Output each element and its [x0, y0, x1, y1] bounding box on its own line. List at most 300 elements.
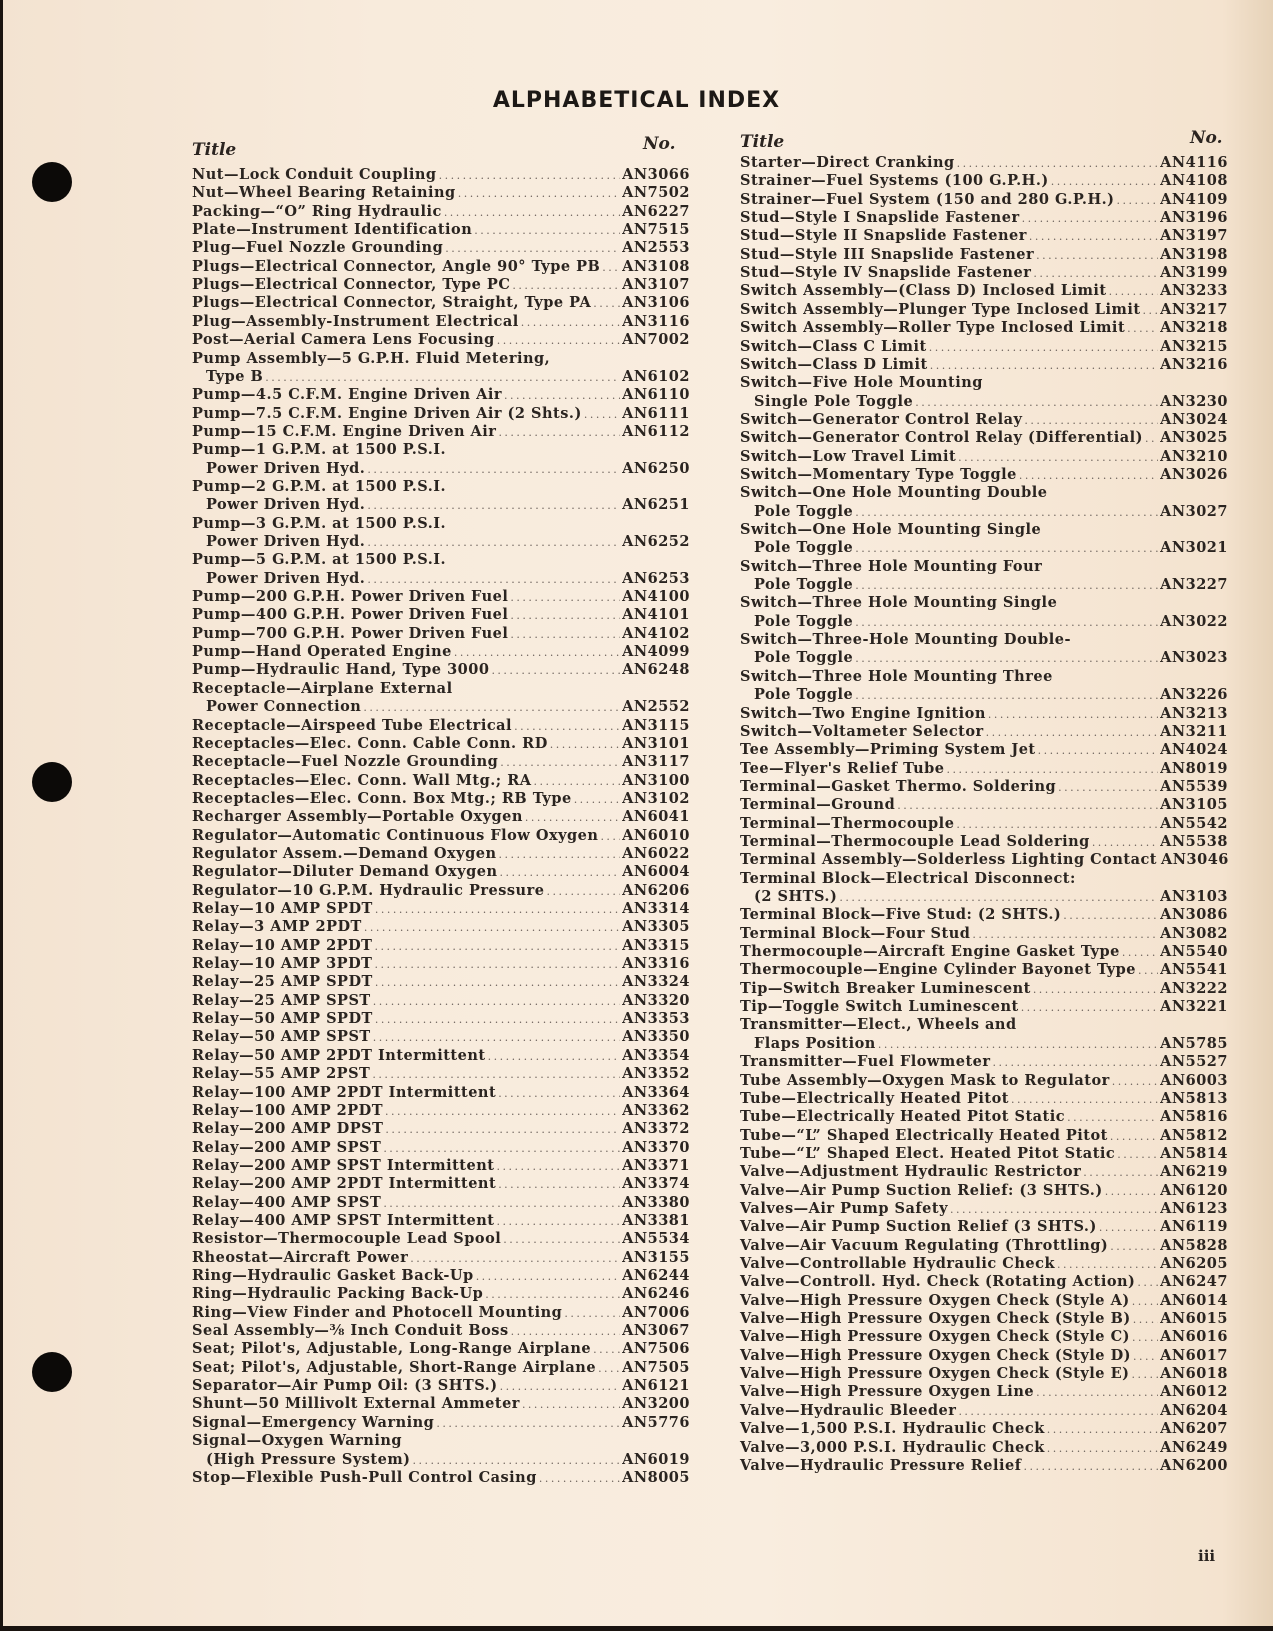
dot-leader: [367, 497, 620, 515]
entry-title: Relay—50 AMP SPDT: [192, 1010, 373, 1028]
index-entry: [192, 625, 690, 643]
entry-number: AN6204: [1160, 1401, 1228, 1419]
entry-title: Relay—10 AMP 3PDT: [192, 955, 373, 973]
entry-title: Separator—Air Pump Oil: (3 SHTS.): [192, 1377, 498, 1395]
entry-number: AN3217: [1160, 300, 1228, 318]
entry-title: Terminal—Ground: [740, 796, 896, 814]
entry-title: Strainer—Fuel System (150 and 280 G.P.H.): [740, 190, 1115, 208]
entry-title: Plug—Assembly-Instrument Electrical: [192, 312, 519, 330]
dot-leader: [525, 809, 620, 827]
entry-title: Relay—25 AMP SPST: [192, 991, 371, 1009]
dot-leader: [1143, 302, 1159, 320]
dot-leader: [598, 1360, 620, 1378]
index-entry: [740, 1439, 1228, 1457]
index-entry: [192, 661, 690, 679]
index-entry: [740, 466, 1228, 484]
entry-number: AN5541: [1160, 961, 1228, 979]
entry-title: Switch Assembly—Plunger Type Inclosed Limit: [740, 300, 1141, 318]
index-entry: [192, 294, 690, 312]
right-column-header-no: No.: [1190, 128, 1223, 148]
index-entry-title-line: [192, 441, 446, 459]
entry-number: AN3116: [622, 312, 690, 330]
entry-number: AN3066: [622, 166, 690, 183]
entry-title: Valve—High Pressure Oxygen Check (Style E): [740, 1365, 1130, 1383]
dot-leader: [1099, 1219, 1158, 1237]
index-entry: [740, 246, 1228, 264]
entry-number: AN2552: [622, 698, 690, 716]
index-entry: [192, 918, 690, 936]
entry-title-continuation: Pole Toggle: [754, 612, 854, 630]
index-entry-title-line: [192, 551, 446, 569]
entry-title: Tube—“L” Shaped Electrically Heated Pitot: [740, 1126, 1108, 1144]
index-entry: [740, 1072, 1228, 1090]
index-entry: [740, 1310, 1228, 1328]
entry-title: Thermocouple—Aircraft Engine Gasket Type: [740, 943, 1120, 961]
punch-hole-icon: [32, 762, 72, 802]
dot-leader: [539, 1470, 620, 1488]
dot-leader: [485, 1286, 620, 1304]
entry-title: Valve—Adjustment Hydraulic Restrictor: [740, 1163, 1082, 1181]
index-entry: [192, 808, 690, 826]
index-entry: [740, 1273, 1228, 1291]
entry-number: AN6249: [1160, 1438, 1228, 1456]
entry-number: AN3105: [1160, 796, 1228, 814]
index-entry: [740, 961, 1228, 979]
entry-title: Starter—Direct Cranking: [740, 154, 955, 171]
entry-title: Ring—Hydraulic Packing Back-Up: [192, 1285, 484, 1303]
dot-leader: [855, 687, 1158, 705]
index-entry: [192, 1285, 690, 1303]
dot-leader: [500, 754, 620, 772]
entry-number: AN6123: [1160, 1199, 1228, 1217]
index-entry: [192, 1451, 690, 1469]
entry-number: AN4101: [622, 606, 690, 624]
entry-title: Pump—4.5 C.F.M. Engine Driven Air: [192, 386, 502, 404]
dot-leader: [498, 1085, 620, 1103]
entry-title-continuation: Single Pole Toggle: [754, 392, 914, 410]
entry-title: Valve—Air Pump Suction Relief (3 SHTS.): [740, 1218, 1097, 1236]
entry-number: AN5812: [1160, 1126, 1228, 1144]
entry-title: Receptacles—Elec. Conn. Cable Conn. RD: [192, 734, 548, 752]
entry-number: AN3305: [622, 918, 690, 936]
index-entry: [740, 209, 1228, 227]
entry-number: AN3216: [1160, 355, 1228, 373]
page-title: ALPHABETICAL INDEX: [492, 88, 781, 113]
dot-leader: [546, 883, 620, 901]
entry-number: AN6200: [1160, 1456, 1228, 1474]
entry-title: Switch—Three Hole Mounting Three: [740, 667, 1053, 685]
entry-number: AN6250: [622, 459, 690, 477]
index-entry: [740, 796, 1228, 814]
entry-title: Switch—Class D Limit: [740, 355, 928, 373]
entry-number: AN6121: [622, 1377, 690, 1395]
dot-leader: [510, 589, 620, 607]
index-entry: [740, 851, 1228, 869]
index-entry: [192, 772, 690, 790]
entry-number: AN6248: [622, 661, 690, 679]
entry-title: Relay—400 AMP SPST: [192, 1193, 382, 1211]
index-entry: [192, 882, 690, 900]
index-entry: [740, 503, 1228, 521]
index-entry: [740, 1053, 1228, 1071]
entry-number: AN3215: [1160, 337, 1228, 355]
entry-number: AN4102: [622, 624, 690, 642]
index-entry: [740, 815, 1228, 833]
entry-number: AN5814: [1160, 1144, 1228, 1162]
entry-title: Valve—Air Pump Suction Relief: (3 SHTS.): [740, 1181, 1103, 1199]
entry-number: AN5527: [1160, 1053, 1228, 1071]
entry-number: AN3108: [622, 257, 690, 275]
dot-leader: [500, 1378, 621, 1396]
index-entry: [740, 1035, 1228, 1053]
entry-title: Relay—10 AMP 2PDT: [192, 936, 373, 954]
index-entry: [740, 833, 1228, 851]
right-column-header-title: Title: [740, 132, 785, 152]
dot-leader: [956, 816, 1158, 834]
index-entry: [740, 1328, 1228, 1346]
entry-number: AN6010: [622, 826, 690, 844]
dot-leader: [367, 571, 620, 589]
entry-title: Relay—55 AMP 2PST: [192, 1065, 371, 1083]
index-entry: [192, 1120, 690, 1138]
dot-leader: [897, 797, 1158, 815]
index-entry-title-line: [192, 680, 453, 698]
entry-number: AN3222: [1160, 979, 1228, 997]
entry-number: AN3210: [1160, 447, 1228, 465]
entry-number: AN3197: [1160, 227, 1228, 245]
entry-title: Tee—Flyer's Relief Tube: [740, 759, 945, 777]
index-entry: [740, 356, 1228, 374]
index-entry: [192, 1175, 690, 1193]
entry-number: AN5813: [1160, 1089, 1228, 1107]
entry-number: AN5776: [622, 1413, 690, 1431]
dot-leader: [1019, 467, 1158, 485]
entry-number: AN5534: [622, 1230, 690, 1248]
index-entry: [740, 227, 1228, 245]
left-column-header-title: Title: [192, 140, 237, 160]
dot-leader: [1133, 1348, 1158, 1366]
index-entry: [740, 1200, 1228, 1218]
entry-number: AN6252: [622, 533, 690, 550]
entry-number: AN3226: [1160, 686, 1228, 704]
dot-leader: [1038, 742, 1158, 760]
dot-leader: [410, 1250, 620, 1268]
entry-title: Valve—High Pressure Oxygen Check (Style C): [740, 1328, 1130, 1346]
entry-number: AN7502: [622, 184, 690, 202]
entry-number: AN3200: [622, 1395, 690, 1413]
dot-leader: [454, 644, 620, 662]
entry-number: AN3198: [1160, 245, 1228, 263]
dot-leader: [855, 614, 1158, 632]
index-entry: [192, 405, 690, 423]
entry-number: AN6219: [1160, 1163, 1228, 1181]
entry-number: AN3100: [622, 771, 690, 789]
entry-number: AN3230: [1160, 392, 1228, 410]
index-entry: [192, 386, 690, 404]
entry-title: Plug—Fuel Nozzle Grounding: [192, 239, 444, 257]
entry-number: AN3315: [622, 936, 690, 954]
entry-number: AN6119: [1160, 1218, 1228, 1236]
dot-leader: [1138, 962, 1158, 980]
index-entry: [740, 1108, 1228, 1126]
index-entry: [740, 760, 1228, 778]
index-entry: [740, 906, 1228, 924]
dot-leader: [504, 387, 620, 405]
dot-leader: [574, 791, 620, 809]
dot-leader: [1110, 1238, 1158, 1256]
dot-leader: [367, 461, 620, 479]
index-entry: [192, 827, 690, 845]
entry-title-continuation: Power Driven Hyd.: [206, 533, 366, 550]
entry-title: Ring—View Finder and Photocell Mounting: [192, 1303, 563, 1321]
index-entry: [740, 1457, 1228, 1475]
dot-leader: [1024, 412, 1158, 430]
dot-leader: [855, 540, 1158, 558]
page-number: iii: [1198, 1547, 1216, 1565]
dot-leader: [929, 339, 1158, 357]
index-entry: [192, 992, 690, 1010]
dot-leader: [1051, 173, 1158, 191]
dot-leader: [383, 1140, 620, 1158]
dot-leader: [915, 394, 1158, 412]
dot-leader: [497, 332, 620, 350]
entry-title: Plugs—Electrical Connector, Angle 90° Type PB: [192, 257, 601, 275]
index-entry: [192, 1414, 690, 1432]
dot-leader: [511, 1323, 621, 1341]
entry-title: Pump—700 G.P.H. Power Driven Fuel: [192, 624, 509, 642]
index-entry: [740, 1420, 1228, 1438]
punch-hole-icon: [32, 162, 72, 202]
entry-title: Valves—Air Pump Safety: [740, 1199, 949, 1217]
entry-title: Switch Assembly—Roller Type Inclosed Limit: [740, 319, 1126, 337]
index-entry: [192, 1322, 690, 1340]
dot-leader: [958, 1403, 1158, 1421]
dot-leader: [950, 1201, 1158, 1219]
index-entry: [192, 1065, 690, 1083]
index-entry: [740, 1255, 1228, 1273]
entry-number: AN7505: [622, 1358, 690, 1376]
entry-title: Relay—200 AMP SPST: [192, 1138, 382, 1156]
entry-title: Valve—Hydraulic Bleeder: [740, 1401, 957, 1419]
index-entry: [192, 1340, 690, 1358]
dot-leader: [500, 864, 621, 882]
index-entry: [740, 613, 1228, 631]
dot-leader: [1047, 1421, 1158, 1439]
dot-leader: [522, 1396, 620, 1414]
dot-leader: [957, 155, 1158, 173]
index-entry: [740, 943, 1228, 961]
dot-leader: [600, 828, 620, 846]
entry-number: AN6205: [1160, 1255, 1228, 1272]
entry-title: Tip—Switch Breaker Luminescent: [740, 979, 1031, 997]
index-entry: [192, 496, 690, 514]
entry-number: AN6012: [1160, 1383, 1228, 1401]
entry-title: Switch—Five Hole Mounting: [740, 374, 983, 392]
index-entry: [740, 686, 1228, 704]
entry-number: AN6004: [622, 863, 690, 881]
entry-title: Pump—400 G.P.H. Power Driven Fuel: [192, 606, 509, 624]
dot-leader: [584, 406, 620, 424]
entry-title: Switch—Low Travel Limit: [740, 447, 957, 465]
entry-title: Terminal Block—Electrical Disconnect:: [740, 869, 1076, 887]
entry-title: Strainer—Fuel Systems (100 G.P.H.): [740, 172, 1049, 190]
index-entry: [740, 649, 1228, 667]
entry-title: Pump—Hand Operated Engine: [192, 643, 452, 661]
dot-leader: [375, 1011, 620, 1029]
dot-leader: [458, 185, 620, 203]
dot-leader: [1145, 430, 1158, 448]
entry-title: Relay—100 AMP 2PDT: [192, 1101, 384, 1119]
entry-title: Relay—200 AMP SPST Intermittent: [192, 1156, 495, 1174]
entry-title: Regulator Assem.—Demand Oxygen: [192, 844, 497, 862]
entry-title-continuation: Type B: [206, 367, 264, 385]
index-entry: [740, 888, 1228, 906]
entry-title: Pump—Hydraulic Hand, Type 3000: [192, 661, 490, 679]
entry-number: AN3025: [1160, 429, 1228, 447]
entry-number: AN6018: [1160, 1365, 1228, 1383]
entry-title: Regulator—10 G.P.M. Hydraulic Pressure: [192, 881, 545, 899]
dot-leader: [1022, 210, 1159, 228]
entry-number: AN3106: [622, 294, 690, 312]
entry-number: AN8005: [622, 1468, 690, 1486]
entry-title: Valve—Controll. Hyd. Check (Rotating Action): [740, 1273, 1136, 1291]
index-entry: [740, 723, 1228, 741]
index-entry: [192, 1304, 690, 1322]
entry-title: Shunt—50 Millivolt External Ammeter: [192, 1395, 520, 1413]
index-entry: [192, 845, 690, 863]
entry-title-continuation: (High Pressure System): [206, 1450, 411, 1468]
entry-title-continuation: (2 SHTS.): [754, 888, 838, 905]
dot-leader: [498, 1176, 620, 1194]
entry-number: AN3196: [1160, 209, 1228, 227]
index-entry: [740, 1402, 1228, 1420]
entry-number: AN3115: [622, 716, 690, 734]
dot-leader: [474, 222, 620, 240]
index-entry: [192, 588, 690, 606]
entry-title: Receptacles—Elec. Conn. Box Mtg.; RB Type: [192, 789, 572, 807]
dot-leader: [1024, 1458, 1159, 1476]
dot-leader: [439, 167, 621, 185]
entry-number: AN3027: [1160, 502, 1228, 520]
dot-leader: [521, 314, 620, 332]
entry-title: Switch—Voltameter Selector: [740, 722, 984, 740]
index-entry: [740, 576, 1228, 594]
index-entry: [192, 1395, 690, 1413]
dot-leader: [372, 1066, 620, 1084]
entry-number: AN3221: [1160, 998, 1228, 1016]
entry-title: Thermocouple—Engine Cylinder Bayonet Type: [740, 961, 1137, 979]
dot-leader: [947, 761, 1159, 779]
entry-number: AN3086: [1160, 906, 1228, 924]
dot-leader: [510, 607, 620, 625]
entry-title: Terminal Assembly—Solderless Lighting Contact: [740, 851, 1158, 869]
entry-title-continuation: Pole Toggle: [754, 649, 854, 667]
dot-leader: [988, 706, 1158, 724]
dot-leader: [265, 369, 620, 387]
entry-title: Seat; Pilot's, Adjustable, Short-Range Airplane: [192, 1358, 597, 1376]
dot-leader: [498, 424, 620, 442]
entry-number: AN6019: [622, 1450, 690, 1468]
dot-leader: [1036, 1384, 1158, 1402]
entry-number: AN4108: [1160, 172, 1228, 190]
entry-title: Nut—Lock Conduit Coupling: [192, 166, 437, 183]
index-entry-title-line: [740, 1016, 1017, 1034]
dot-leader: [1132, 1329, 1158, 1347]
dot-leader: [1137, 1274, 1158, 1292]
entry-number: AN4100: [622, 588, 690, 606]
entry-title: Valve—Controllable Hydraulic Check: [740, 1255, 1055, 1272]
entry-title: Post—Aerial Camera Lens Focusing: [192, 331, 495, 349]
entry-number: AN2553: [622, 239, 690, 257]
entry-number: AN6022: [622, 844, 690, 862]
index-entry-title-line: [192, 350, 550, 368]
dot-leader: [1029, 228, 1158, 246]
entry-title: Seat; Pilot's, Adjustable, Long-Range Airplane: [192, 1340, 592, 1358]
entry-number: AN6251: [622, 496, 690, 514]
entry-number: AN3211: [1160, 722, 1228, 740]
dot-leader: [972, 926, 1158, 944]
index-entry: [192, 1249, 690, 1267]
entry-number: AN3046: [1161, 851, 1229, 869]
entry-title-continuation: Power Driven Hyd.: [206, 569, 366, 587]
entry-number: AN7002: [622, 331, 690, 349]
entry-number: AN3353: [622, 1010, 690, 1028]
dot-leader: [1036, 247, 1158, 265]
entry-title: Packing—“O” Ring Hydraulic: [192, 202, 442, 220]
entry-title: Switch—Three Hole Mounting Four: [740, 557, 1043, 575]
index-entry: [192, 1047, 690, 1065]
dot-leader: [512, 277, 620, 295]
entry-number: AN3103: [1160, 888, 1228, 905]
entry-number: AN3374: [622, 1175, 690, 1193]
entry-title: Signal—Oxygen Warning: [192, 1432, 403, 1450]
index-entry-title-line: [740, 594, 1057, 612]
dot-leader: [564, 1305, 620, 1323]
dot-leader: [534, 773, 621, 791]
entry-title: Valve—High Pressure Oxygen Check (Style D): [740, 1346, 1132, 1364]
entry-title: Switch—Momentary Type Toggle: [740, 465, 1017, 483]
entry-title: Tube Assembly—Oxygen Mask to Regulator: [740, 1071, 1110, 1089]
entry-number: AN3024: [1160, 410, 1228, 428]
entry-number: AN6253: [622, 569, 690, 587]
entry-title: Nut—Wheel Bearing Retaining: [192, 184, 456, 202]
index-entry: [740, 998, 1228, 1016]
dot-leader: [496, 1158, 620, 1176]
entry-number: AN3022: [1160, 612, 1228, 630]
index-entry-title-line: [740, 374, 983, 392]
entry-title: Switch—Generator Control Relay (Differential): [740, 429, 1143, 447]
entry-title: Regulator—Automatic Continuous Flow Oxygen: [192, 826, 599, 844]
entry-title: Stud—Style IV Snapslide Fastener: [740, 264, 1032, 282]
page-edge: [0, 0, 3, 1631]
dot-leader: [1021, 999, 1158, 1017]
dot-leader: [445, 240, 620, 258]
index-entry: [192, 166, 690, 184]
entry-title: Pump—200 G.P.H. Power Driven Fuel: [192, 588, 509, 606]
entry-number: AN3371: [622, 1156, 690, 1174]
index-entry: [192, 1359, 690, 1377]
entry-number: AN3155: [622, 1248, 690, 1266]
dot-leader: [1117, 192, 1159, 210]
entry-title: Stud—Style II Snapslide Fastener: [740, 227, 1027, 245]
entry-number: AN3314: [622, 900, 690, 917]
entry-title: Valve—High Pressure Oxygen Check (Style B): [740, 1310, 1131, 1328]
entry-number: AN3316: [622, 955, 690, 973]
dot-leader: [436, 1415, 620, 1433]
dot-leader: [444, 204, 620, 222]
dot-leader: [375, 901, 620, 919]
index-entry: [192, 1194, 690, 1212]
